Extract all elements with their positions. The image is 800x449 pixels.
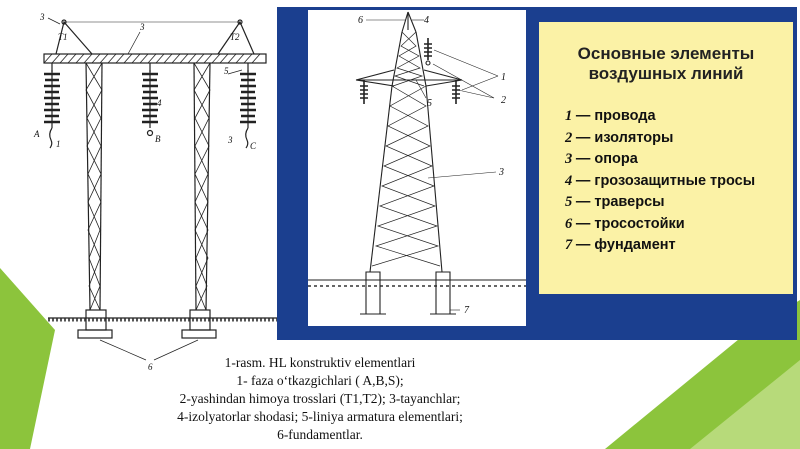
legend-item-number: 3	[565, 151, 576, 167]
legend-item	[565, 130, 673, 147]
lattice-tower-diagram	[308, 10, 526, 326]
legend-item-text: — тросостойки	[575, 215, 685, 232]
legend-item-number: 2	[565, 129, 576, 146]
legend-item-text: — фундамент	[575, 237, 676, 253]
caption-line-1: 1-rasm. HL konstruktiv elementlari	[224, 355, 416, 370]
legend-item-text: — провода	[575, 108, 656, 124]
tower-label-7: 7	[464, 305, 469, 316]
legend-item	[565, 151, 638, 168]
legend-item	[565, 216, 685, 233]
tower-label-1: 1	[501, 72, 506, 83]
tower-label-6: 6	[358, 15, 363, 26]
portal-structure-diagram	[28, 10, 283, 372]
figure-caption	[140, 354, 500, 444]
label-6: 6	[148, 362, 153, 372]
label-t1: T1	[58, 32, 68, 42]
legend-item-number: 6	[565, 215, 576, 232]
label-b: B	[155, 134, 161, 144]
legend-title-line1: Основные элементы	[577, 44, 755, 63]
caption-line-5: 6-fundamentlar.	[277, 427, 363, 442]
label-3b: 3	[140, 22, 145, 32]
legend-item-text: — опора	[575, 151, 638, 167]
legend-item-text: — изоляторы	[575, 129, 674, 146]
legend-item	[565, 108, 656, 125]
legend-item	[565, 194, 665, 211]
tower-label-4: 4	[424, 15, 429, 26]
tower-label-5: 5	[427, 98, 432, 109]
legend-title-line2: воздушных линий	[588, 64, 744, 83]
label-5: 5	[224, 66, 229, 76]
legend-item-text: — грозозащитные тросы	[575, 172, 756, 189]
caption-line-3: 2-yashindan himoya trosslari (T1,T2); 3-tayanchlar;	[179, 391, 461, 406]
legend-item-number: 5	[565, 194, 576, 210]
legend-item	[565, 173, 755, 190]
legend-item	[565, 237, 676, 254]
tower-label-2: 2	[501, 95, 506, 106]
label-a: A	[34, 129, 40, 139]
label-t2: T2	[230, 32, 240, 42]
caption-line-2: 1- faza o‘tkazgichlari ( A,B,S);	[236, 373, 404, 388]
legend-item-number: 1	[565, 108, 576, 124]
legend-item-number: 4	[565, 172, 576, 189]
label-4: 4	[157, 98, 162, 108]
label-c: C	[250, 141, 257, 151]
label-3c: 3	[228, 135, 233, 145]
legend-item-number: 7	[565, 237, 576, 253]
legend-item-text: — траверсы	[575, 194, 665, 210]
label-1: 1	[56, 139, 61, 149]
legend-card	[539, 22, 793, 294]
tower-label-3: 3	[499, 167, 504, 178]
caption-line-4: 4-izolyatorlar shodasi; 5-liniya armatura elementlari;	[177, 409, 463, 424]
label-3a: 3	[40, 12, 45, 22]
